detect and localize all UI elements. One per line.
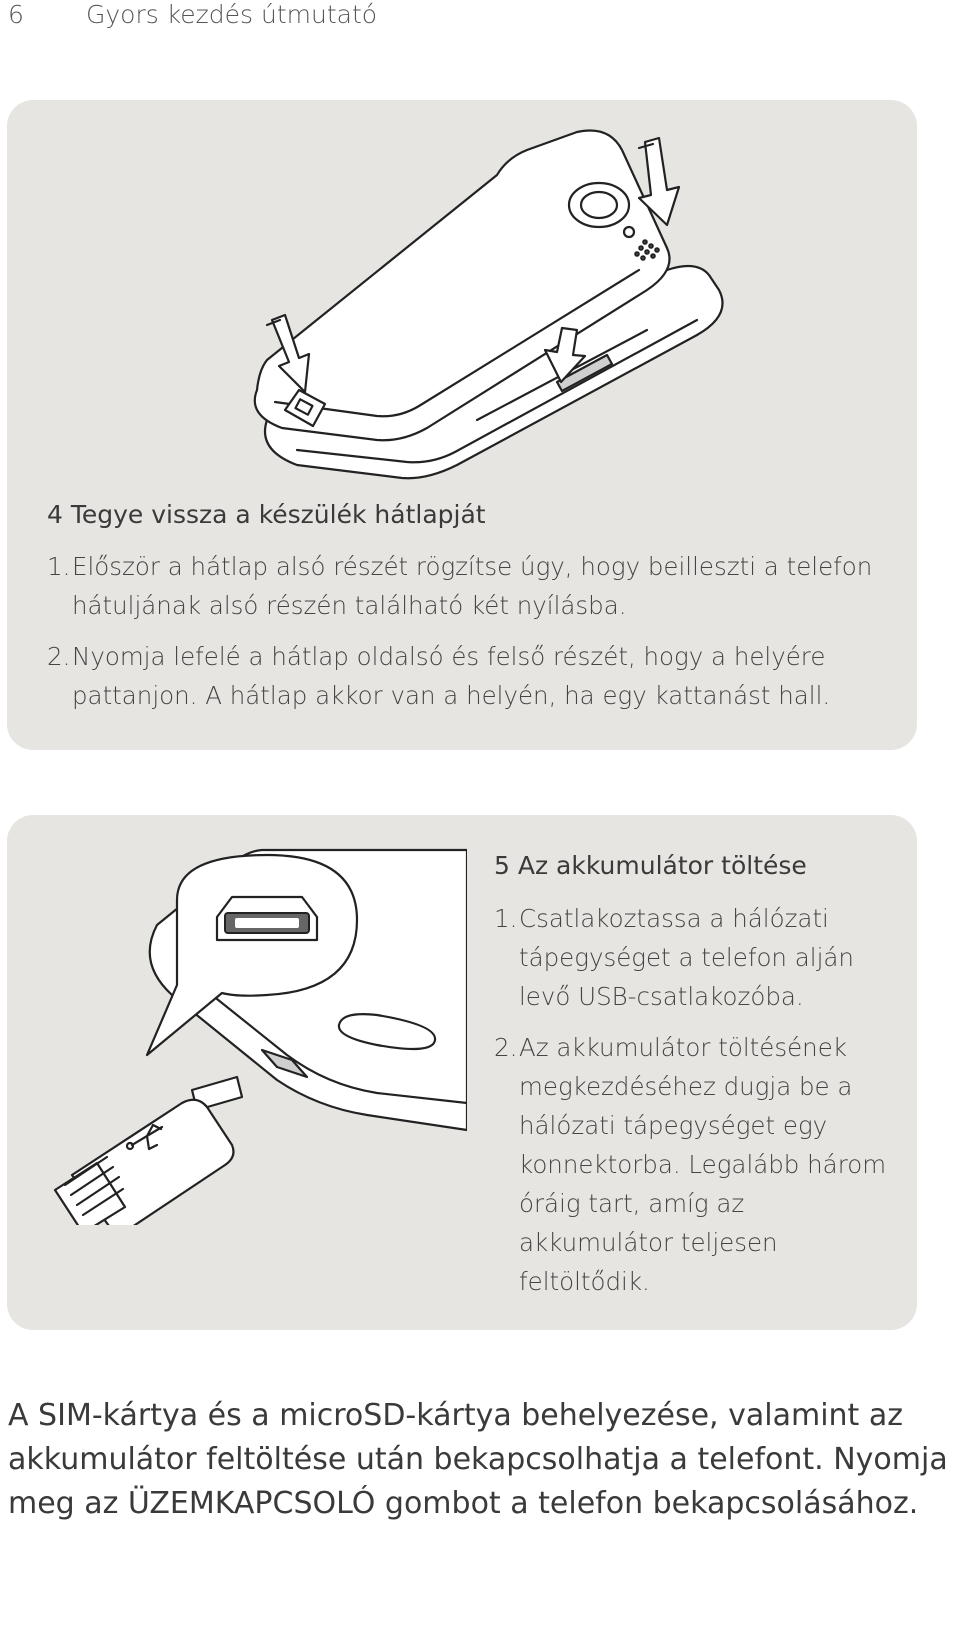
micro-usb-socket-pin <box>235 918 299 928</box>
flash-dot <box>624 227 634 237</box>
page-header <box>8 0 377 30</box>
step-item <box>47 637 917 715</box>
step-text: Először a hátlap alsó részét rögzítse úgy, hogy beilleszti a telefon hátuljának alsó részén található két nyílásba. <box>72 552 873 620</box>
step-number: 1. <box>47 552 71 581</box>
back-cover-shape <box>255 130 670 440</box>
back-cover-illustration <box>227 120 747 490</box>
step-list <box>47 547 917 727</box>
step-number: 2. <box>494 1033 518 1062</box>
usb-cable-plug <box>55 1077 242 1225</box>
step-list <box>494 899 904 1313</box>
charging-illustration <box>37 845 467 1225</box>
closing-paragraph: A SIM-kártya és a microSD-kártya behelyezése, valamint az akkumulátor feltöltése után bekapcsolhatja a telefont. Nyomja meg az ÜZEMKAPCSOLÓ gombot a telefon bekapcsolásához. <box>8 1398 948 1521</box>
step-text: Nyomja lefelé a hátlap oldalsó és felső részét, hogy a helyére pattanjon. A hátlap akkor van a helyén, ha egy kattanást hall. <box>72 642 831 710</box>
section-title: 5 Az akkumulátor töltése <box>494 851 807 880</box>
camera-lens <box>581 192 617 218</box>
back-cover-panel <box>7 100 917 750</box>
page-number: 6 <box>8 0 24 29</box>
step-number: 1. <box>494 904 518 933</box>
charging-panel <box>7 815 917 1330</box>
section-title: 4 Tegye vissza a készülék hátlapját <box>47 500 486 529</box>
step-item <box>47 547 917 625</box>
step-number: 2. <box>47 642 71 671</box>
step-text: Az akkumulátor töltésének megkezdéséhez dugja be a hálózati tápegységet egy konnektorba. Legalább három óráig tart, amíg az akkumulátor teljesen feltöltődik. <box>519 1033 887 1296</box>
running-title: Gyors kezdés útmutató <box>86 0 378 29</box>
step-text: Csatlakoztassa a hálózati tápegységet a telefon alján levő USB-csatlakozóba. <box>519 904 854 1011</box>
step-item <box>494 1028 904 1301</box>
step-item <box>494 899 904 1016</box>
